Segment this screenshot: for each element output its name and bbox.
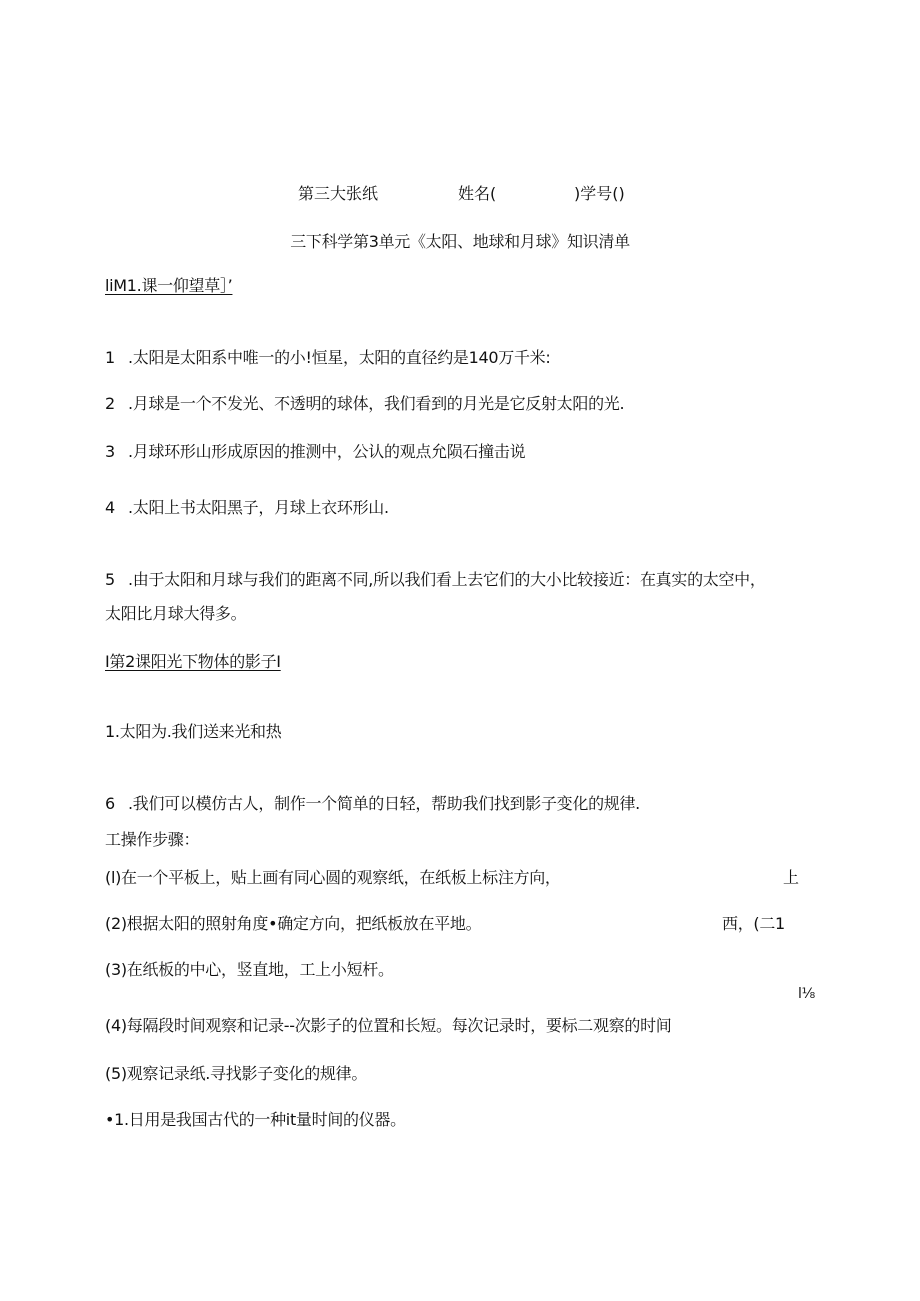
item-3-number: 3 bbox=[105, 442, 115, 461]
section2-item-1: 1.太阳为.我们送来光和热 bbox=[105, 722, 282, 741]
step-5: (5)观察记录纸.寻找影子变化的规律。 bbox=[105, 1064, 368, 1083]
item-1-text: .太阳是太阳系中唯一的小!恒星，太阳的直径约是140万千米: bbox=[128, 348, 551, 367]
item-6-text: .我们可以模仿古人，制作一个简单的日轻，帮助我们找到影子变化的规律. bbox=[128, 794, 640, 813]
step-4: (4)每隔段时间观察和记录--次影子的位置和长短。每次记录时，要标二观察的时间 bbox=[105, 1016, 672, 1035]
sheet-label: 第三大张纸 bbox=[298, 184, 379, 203]
item-2-number: 2 bbox=[105, 394, 115, 413]
item-6-number: 6 bbox=[105, 794, 115, 813]
item-2-text: .月球是一个不发光、不透明的球体，我们看到的月光是它反射太阳的光. bbox=[128, 394, 625, 413]
document-title: 三下科学第3单元《太阳、地球和月球》知识清单 bbox=[290, 232, 630, 251]
item-3-text: .月球环形山形成原因的推测中，公认的观点允陨石撞击说 bbox=[128, 442, 526, 461]
section2-heading: I第2课阳光下物体的影子I bbox=[105, 652, 281, 671]
item-4-number: 4 bbox=[105, 498, 115, 517]
section1-heading: liM1.课一仰望草］’ bbox=[105, 276, 233, 295]
step-1: (l)在一个平板上，贴上画有同心圆的观察纸，在纸板上标注方向， bbox=[105, 868, 561, 887]
margin-note-2: 西，(二1 bbox=[722, 914, 785, 933]
margin-note-1: 上 bbox=[783, 868, 799, 887]
name-label: 姓名( bbox=[458, 184, 497, 203]
item-5-continuation: 太阳比月球大得多。 bbox=[105, 604, 247, 623]
item-5-text: .由于太阳和月球与我们的距离不同,所以我们看上去它们的大小比较接近：在真实的太空中， bbox=[128, 570, 766, 589]
step-2: (2)根据太阳的照射角度•确定方向，把纸板放在平地。 bbox=[105, 914, 482, 933]
margin-note-3: l⅛ bbox=[798, 986, 815, 1002]
item-1-number: 1 bbox=[105, 348, 115, 367]
item-4-text: .太阳上书太阳黑子，月球上衣环形山. bbox=[128, 498, 389, 517]
steps-label: 工操作步骤： bbox=[105, 830, 200, 849]
header-row bbox=[0, 184, 920, 206]
step-3: (3)在纸板的中心，竖直地，工上小短杆。 bbox=[105, 960, 394, 979]
item-5-number: 5 bbox=[105, 570, 115, 589]
sundial-note: •1.日用是我国古代的一种it量时间的仪器。 bbox=[105, 1110, 406, 1129]
student-id-label: )学号() bbox=[574, 184, 625, 203]
